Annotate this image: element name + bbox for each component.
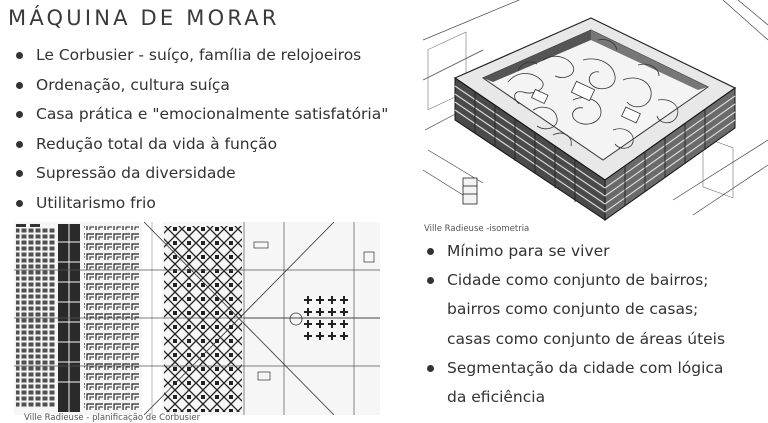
bullet-item: Ordenação, cultura suíça bbox=[16, 71, 388, 101]
bullet-item: Casa prática e "emocionalmente satisfatória" bbox=[16, 100, 388, 130]
bullet-line: da eficiência bbox=[447, 388, 546, 407]
bullet-item: Le Corbusier - suíço, família de relojoeiros bbox=[16, 41, 388, 71]
bullet-line: Cidade como conjunto de bairros; bbox=[447, 271, 709, 290]
bullet-line: casas como conjunto de áreas úteis bbox=[447, 329, 726, 348]
isometric-caption: Ville Radieuse -isometria bbox=[424, 224, 530, 234]
bullet-item bbox=[427, 237, 725, 266]
bullet-line: Mínimo para se viver bbox=[447, 242, 610, 260]
right-bullet-list bbox=[427, 237, 725, 412]
isometric-drawing bbox=[423, 0, 768, 223]
bullet-item: Supressão da diversidade bbox=[16, 159, 388, 189]
city-plan-drawing bbox=[14, 222, 380, 415]
plan-caption: Ville Radieuse - planificação de Corbusier bbox=[24, 413, 201, 423]
slide-title: MÁQUINA DE MORAR bbox=[8, 6, 280, 30]
bullet-item: Utilitarismo frio bbox=[16, 189, 388, 219]
left-bullet-list bbox=[16, 41, 388, 219]
bullet-item: Redução total da vida à função bbox=[16, 130, 388, 160]
bullet-item bbox=[427, 354, 725, 412]
bullet-item bbox=[427, 266, 725, 354]
bullet-line: Segmentação da cidade com lógica bbox=[447, 358, 724, 377]
bullet-line: bairros como conjunto de casas; bbox=[447, 300, 699, 319]
